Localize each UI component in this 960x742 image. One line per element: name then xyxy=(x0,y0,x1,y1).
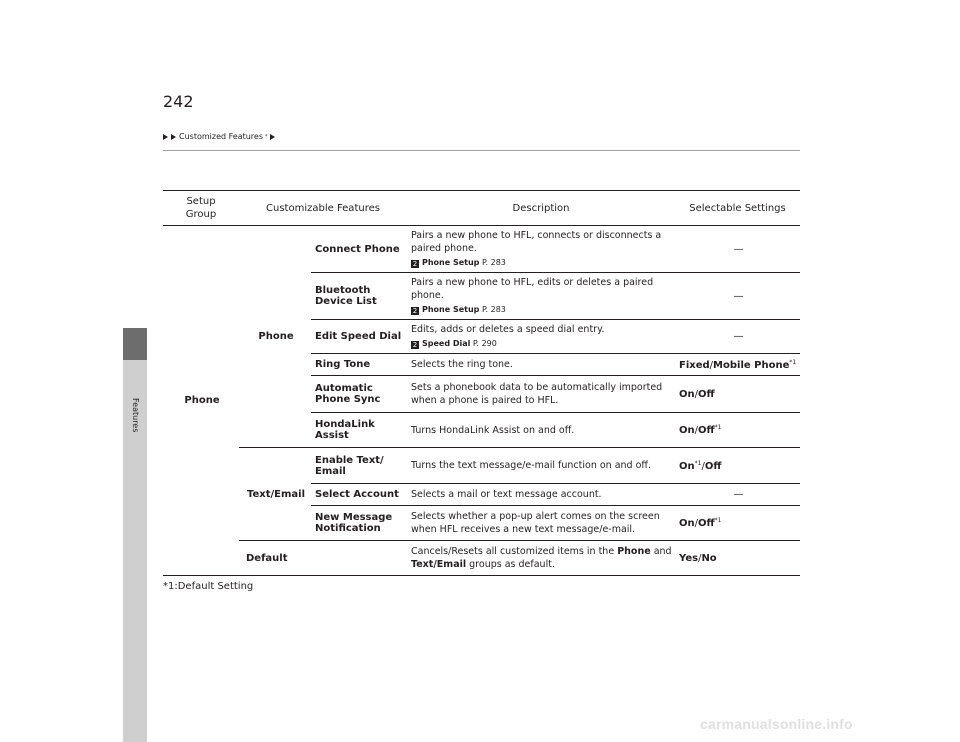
feature-ring-tone: Ring Tone xyxy=(311,354,407,376)
desc-bluetooth-text: Pairs a new phone to HFL, edits or deletes a paired phone. xyxy=(411,277,654,301)
desc-default-part: Cancels/Resets all customized items in the xyxy=(411,546,615,557)
feature-select-account: Select Account xyxy=(311,484,407,506)
option-on: On xyxy=(679,425,695,436)
desc-speed-dial-text: Edits, adds or deletes a speed dial entry. xyxy=(411,324,605,335)
option-separator: / xyxy=(698,552,702,564)
option-separator: / xyxy=(694,518,698,529)
desc-default-part: groups as default. xyxy=(469,559,555,570)
setting-automatic-phone-sync xyxy=(675,376,800,413)
ref-connect-phone[interactable] xyxy=(411,256,673,269)
desc-default-text-email: Text/Email xyxy=(411,559,467,570)
header-rule xyxy=(163,150,800,151)
footnote-default-setting: *1:Default Setting xyxy=(163,581,254,592)
option-fixed: Fixed xyxy=(679,359,710,371)
feature-new-message-notification: New Message Notification xyxy=(311,506,407,541)
section-side-tab-marker xyxy=(123,328,147,360)
page-number: 242 xyxy=(163,92,194,111)
option-separator: / xyxy=(709,359,714,371)
footnote-ref: *1 xyxy=(714,424,722,431)
setting-new-message-notification xyxy=(675,506,800,541)
option-no: No xyxy=(701,552,717,564)
breadcrumb-arrow-icon xyxy=(270,134,275,140)
option-separator: / xyxy=(694,388,698,400)
table-row xyxy=(163,448,800,484)
ref-label: Speed Dial xyxy=(422,339,471,348)
breadcrumb-arrow-icon xyxy=(171,134,176,140)
section-tab-label: Features xyxy=(131,398,140,433)
feature-hondalink-assist: HondaLink Assist xyxy=(311,413,407,448)
reference-icon: 2 xyxy=(412,260,418,268)
breadcrumb-mark: * xyxy=(265,133,268,140)
setting-select-account: — xyxy=(675,484,800,506)
option-on: On xyxy=(679,388,695,400)
customizable-features-table xyxy=(163,190,800,576)
feature-bluetooth-device-list: Bluetooth Device List xyxy=(311,273,407,320)
setting-enable-text-email xyxy=(675,448,800,484)
desc-new-message-notification: Selects whether a pop-up alert comes on the screen when HFL receives a new text message/e-mail. xyxy=(407,506,675,541)
footnote-ref: *1 xyxy=(694,459,702,467)
option-separator: / xyxy=(701,460,705,472)
feature-connect-phone: Connect Phone xyxy=(311,226,407,273)
footnote-ref: *1 xyxy=(789,358,797,366)
feature-automatic-phone-sync: Automatic Phone Sync xyxy=(311,376,407,413)
breadcrumb-arrow-icon xyxy=(163,134,168,140)
watermark: carmanualsonline.info xyxy=(700,716,853,732)
option-off: Off xyxy=(704,460,722,472)
option-mobile-phone: Mobile Phone xyxy=(713,359,790,371)
reference-icon: 2 xyxy=(412,341,418,349)
desc-automatic-phone-sync: Sets a phonebook data to be automatically imported when a phone is paired to HFL. xyxy=(407,376,675,413)
option-off: Off xyxy=(698,388,715,400)
footnote-ref: *1 xyxy=(714,517,722,524)
table-row xyxy=(163,541,800,576)
ref-page: P. 290 xyxy=(472,339,497,348)
ref-speed-dial[interactable] xyxy=(411,337,673,350)
feature-enable-text-email: Enable Text/ Email xyxy=(311,448,407,484)
ref-bluetooth[interactable] xyxy=(411,303,673,316)
breadcrumb-label: Customized Features xyxy=(179,132,264,141)
setting-connect-phone: — xyxy=(675,226,800,273)
section-side-tab xyxy=(123,328,147,742)
desc-hondalink-assist: Turns HondaLink Assist on and off. xyxy=(407,413,675,448)
desc-enable-text-email: Turns the text message/e-mail function on and off. xyxy=(407,448,675,484)
header-setup-group: Setup Group xyxy=(163,191,239,226)
option-on: On xyxy=(679,518,695,529)
setting-default xyxy=(675,541,800,576)
option-separator: / xyxy=(694,425,698,436)
subgroup-text-email: Text/Email xyxy=(239,448,311,541)
setting-hondalink-assist xyxy=(675,413,800,448)
option-off: Off xyxy=(698,518,715,529)
reference-icon: 2 xyxy=(412,307,418,315)
feature-edit-speed-dial: Edit Speed Dial xyxy=(311,320,407,354)
header-description: Description xyxy=(407,191,675,226)
desc-default xyxy=(407,541,675,576)
ref-label: Phone Setup xyxy=(422,305,480,314)
option-on: On xyxy=(679,460,695,472)
desc-connect-phone xyxy=(407,226,675,273)
header-selectable-settings: Selectable Settings xyxy=(675,191,800,226)
desc-edit-speed-dial xyxy=(407,320,675,354)
setting-bluetooth-device-list: — xyxy=(675,273,800,320)
header-customizable-features: Customizable Features xyxy=(239,191,407,226)
ref-label: Phone Setup xyxy=(422,258,480,267)
ref-page: P. 283 xyxy=(481,305,506,314)
setting-edit-speed-dial: — xyxy=(675,320,800,354)
desc-bluetooth-device-list xyxy=(407,273,675,320)
desc-ring-tone: Selects the ring tone. xyxy=(407,354,675,376)
subgroup-default: Default xyxy=(239,541,407,576)
table-header-row xyxy=(163,191,800,226)
option-yes: Yes xyxy=(679,552,699,564)
setup-group-phone: Phone xyxy=(163,226,239,576)
desc-default-phone: Phone xyxy=(617,546,651,557)
subgroup-phone: Phone xyxy=(239,226,311,448)
breadcrumb xyxy=(163,132,276,141)
setting-ring-tone xyxy=(675,354,800,376)
desc-select-account: Selects a mail or text message account. xyxy=(407,484,675,506)
option-off: Off xyxy=(698,425,715,436)
ref-page: P. 283 xyxy=(481,258,506,267)
desc-connect-phone-text: Pairs a new phone to HFL, connects or disconnects a paired phone. xyxy=(411,230,662,254)
desc-default-part: and xyxy=(653,546,672,557)
table-row xyxy=(163,226,800,273)
